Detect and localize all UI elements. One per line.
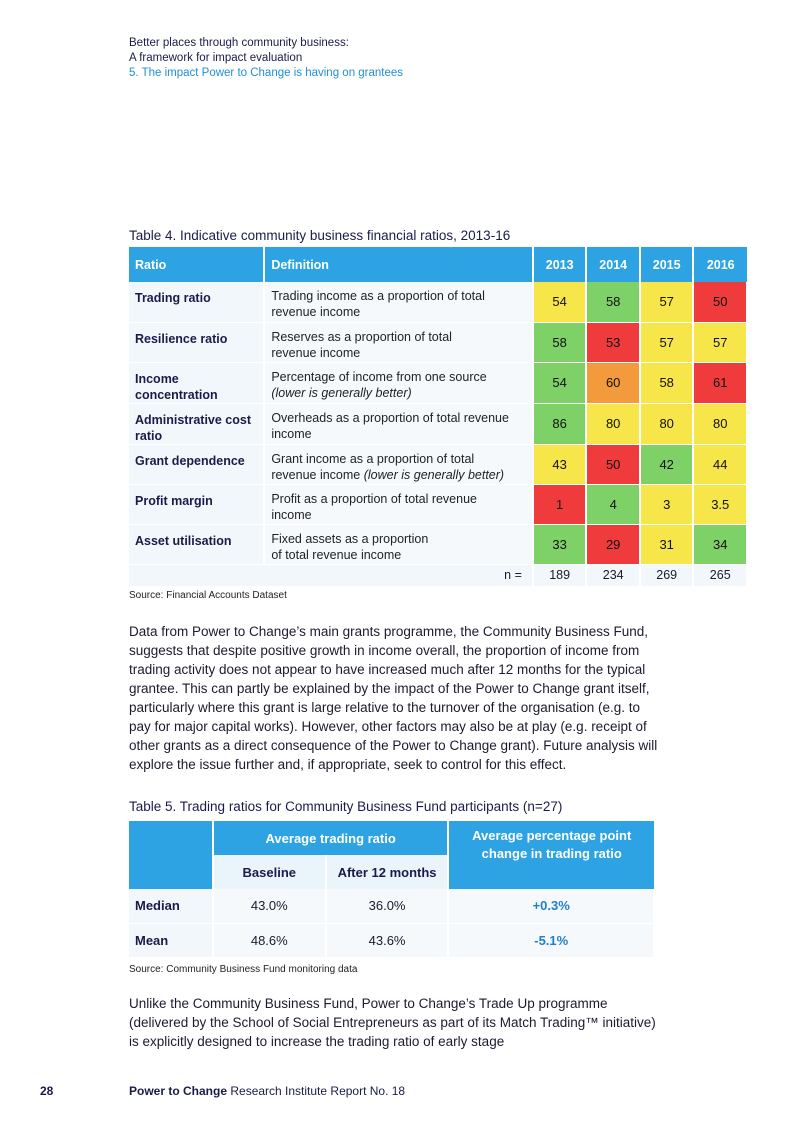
value-cell: 86 <box>533 403 587 444</box>
value-cell: 58 <box>586 282 640 322</box>
sample-size-row <box>129 564 747 586</box>
ratio-name: Administrative cost ratio <box>129 403 264 444</box>
ratio-definition: Reserves as a proportion of total revenue income <box>264 322 533 362</box>
after-cell: 43.6% <box>326 923 449 957</box>
value-cell: 29 <box>586 524 640 564</box>
table-row <box>129 444 747 484</box>
n-label: n = <box>129 564 533 586</box>
value-cell: 34 <box>693 524 747 564</box>
after-cell: 36.0% <box>326 889 449 923</box>
header-line-1: Better places through community business: <box>129 37 349 49</box>
row-label: Median <box>129 889 213 923</box>
value-cell: 58 <box>533 322 587 362</box>
header-after-12-months: After 12 months <box>326 855 449 889</box>
n-value: 189 <box>533 564 587 586</box>
table-row <box>129 403 747 444</box>
ratio-definition: Percentage of income from one source (lower is generally better) <box>264 362 533 403</box>
ratio-definition: Trading income as a proportion of total revenue income <box>264 282 533 322</box>
header-year: 2016 <box>693 247 747 282</box>
header-empty <box>129 821 213 889</box>
value-cell: 33 <box>533 524 587 564</box>
value-cell: 53 <box>586 322 640 362</box>
header-line-2: A framework for impact evaluation <box>129 52 303 64</box>
page-footer <box>40 1084 406 1098</box>
value-cell: 3 <box>640 484 694 524</box>
table4-caption: Table 4. Indicative community business financial ratios, 2013-16 <box>129 228 511 243</box>
ratio-name: Resilience ratio <box>129 322 264 362</box>
value-cell: 31 <box>640 524 694 564</box>
change-cell: +0.3% <box>448 889 654 923</box>
financial-ratios-table <box>129 247 748 587</box>
header-section-link[interactable]: 5. The impact Power to Change is having on grantees <box>129 67 404 79</box>
header-year: 2015 <box>640 247 694 282</box>
n-value: 234 <box>586 564 640 586</box>
value-cell: 58 <box>640 362 694 403</box>
value-cell: 54 <box>533 282 587 322</box>
value-cell: 44 <box>693 444 747 484</box>
table-row <box>129 484 747 524</box>
value-cell: 57 <box>640 282 694 322</box>
table4-source: Source: Financial Accounts Dataset <box>129 590 287 601</box>
header-year: 2013 <box>533 247 587 282</box>
header-average-trading-ratio: Average trading ratio <box>213 821 449 855</box>
ratio-name: Grant dependence <box>129 444 264 484</box>
ratio-name: Profit margin <box>129 484 264 524</box>
trading-ratios-table <box>129 821 655 958</box>
body-paragraph-1: Data from Power to Change’s main grants programme, the Community Business Fund, suggests that despite positive growth in income overall, the proportion of income from trading activity does not appear to have increased much after 12 months for the typical grantee. This can partly be explained by the impact of the Power to Change grant itself, particularly where this grant is large relative to the turnover of the organisation (e.g. to pay for major capital works). However, other factors may also be at play (e.g. receipt of other grants as a direct consequence of the Power to Change grant). Future analysis will explore the issue further and, if appropriate, seek to control for this effect. <box>129 624 658 772</box>
running-header <box>129 36 403 81</box>
n-value: 269 <box>640 564 694 586</box>
value-cell: 80 <box>640 403 694 444</box>
table5-caption: Table 5. Trading ratios for Community Business Fund participants (n=27) <box>129 799 563 814</box>
header-baseline: Baseline <box>213 855 326 889</box>
baseline-cell: 48.6% <box>213 923 326 957</box>
ratio-definition: Grant income as a proportion of total revenue income (lower is generally better) <box>264 444 533 484</box>
value-cell: 42 <box>640 444 694 484</box>
header-change: Average percentage point change in trading ratio <box>448 821 654 889</box>
table-row <box>129 524 747 564</box>
n-value: 265 <box>693 564 747 586</box>
body-paragraph-2: Unlike the Community Business Fund, Power to Change’s Trade Up programme (delivered by the School of Social Entrepreneurs as part of its Match Trading™ initiative) is explicitly designed to increase the trading ratio of early stage <box>129 996 656 1049</box>
footer-report-title: Power to Change Research Institute Report No. 18 <box>129 1084 406 1098</box>
table-row <box>129 322 747 362</box>
table-row <box>129 923 654 957</box>
table5-source: Source: Community Business Fund monitoring data <box>129 964 358 975</box>
row-label: Mean <box>129 923 213 957</box>
table-row <box>129 889 654 923</box>
ratio-name: Asset utilisation <box>129 524 264 564</box>
ratio-name: Income concentration <box>129 362 264 403</box>
header-year: 2014 <box>586 247 640 282</box>
value-cell: 50 <box>586 444 640 484</box>
table-row <box>129 362 747 403</box>
table-row <box>129 282 747 322</box>
value-cell: 3.5 <box>693 484 747 524</box>
ratio-definition: Profit as a proportion of total revenue income <box>264 484 533 524</box>
value-cell: 43 <box>533 444 587 484</box>
value-cell: 57 <box>693 322 747 362</box>
value-cell: 4 <box>586 484 640 524</box>
value-cell: 54 <box>533 362 587 403</box>
header-ratio: Ratio <box>129 247 264 282</box>
ratio-definition: Overheads as a proportion of total revenue income <box>264 403 533 444</box>
value-cell: 57 <box>640 322 694 362</box>
baseline-cell: 43.0% <box>213 889 326 923</box>
value-cell: 61 <box>693 362 747 403</box>
value-cell: 80 <box>693 403 747 444</box>
change-cell: -5.1% <box>448 923 654 957</box>
value-cell: 1 <box>533 484 587 524</box>
page-number: 28 <box>40 1084 54 1098</box>
value-cell: 80 <box>586 403 640 444</box>
header-definition: Definition <box>264 247 533 282</box>
value-cell: 60 <box>586 362 640 403</box>
ratio-name: Trading ratio <box>129 282 264 322</box>
ratio-definition: Fixed assets as a proportion of total revenue income <box>264 524 533 564</box>
value-cell: 50 <box>693 282 747 322</box>
